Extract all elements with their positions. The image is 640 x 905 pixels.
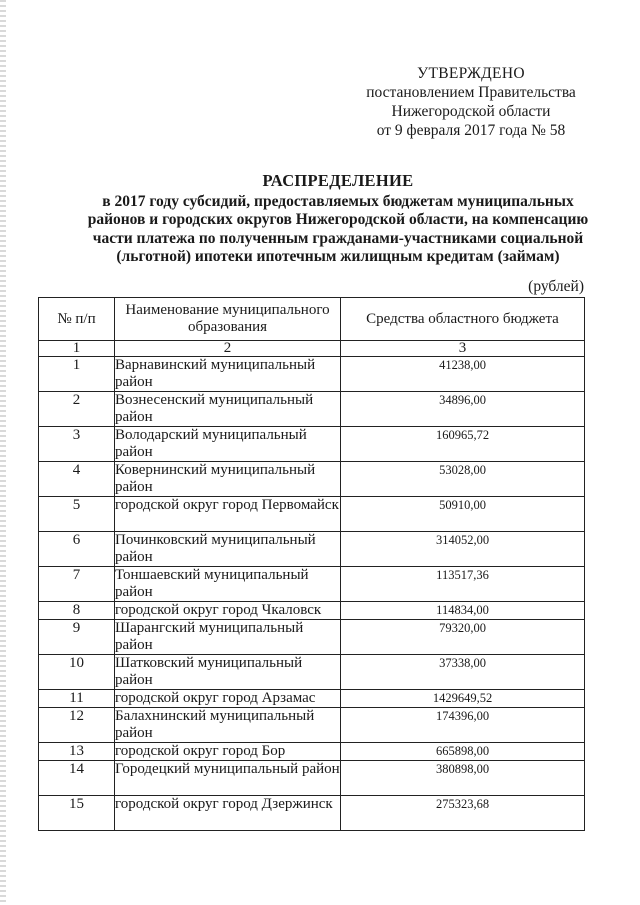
title-line-3: части платежа по полученным гражданами-участниками социальной: [92, 229, 584, 247]
approval-line-2: Нижегородской области: [391, 103, 551, 120]
table-row: [39, 602, 585, 620]
table-row: [39, 392, 585, 427]
table-row: [39, 761, 585, 796]
row-number: 2: [39, 392, 115, 427]
approval-heading: УТВЕРЖДЕНО: [417, 65, 525, 82]
title-line-1: в 2017 году субсидий, предоставляемых бюджетам муниципальных: [102, 192, 574, 210]
table-row: [39, 655, 585, 690]
table-row: [39, 462, 585, 497]
budget-amount: 1429649,52: [341, 690, 585, 708]
table-row: [39, 532, 585, 567]
budget-amount: 79320,00: [341, 620, 585, 655]
column-index-row: [39, 341, 585, 357]
municipality-name: Городецкий муниципальный район: [115, 761, 341, 796]
title-line-2: районов и городских округов Нижегородской области, на компенсацию: [87, 211, 589, 228]
row-number: 14: [39, 761, 115, 796]
header-number: № п/п: [39, 298, 115, 341]
budget-amount: 275323,68: [341, 796, 585, 831]
header-amount: Средства областного бюджета: [341, 298, 585, 341]
municipality-name: Тоншаевский муниципальный район: [115, 567, 341, 602]
row-number: 7: [39, 567, 115, 602]
row-number: 5: [39, 497, 115, 532]
budget-amount: 50910,00: [341, 497, 585, 532]
document-title: [58, 172, 618, 267]
row-number: 6: [39, 532, 115, 567]
municipality-name: Володарский муниципальный район: [115, 427, 341, 462]
row-number: 8: [39, 602, 115, 620]
column-index: 3: [341, 341, 585, 357]
municipality-name: Варнавинский муниципальный район: [115, 357, 341, 392]
municipality-name: Шатковский муниципальный район: [115, 655, 341, 690]
row-number: 15: [39, 796, 115, 831]
municipality-name: городской округ город Дзержинск: [115, 796, 341, 831]
units-label: (рублей): [528, 278, 584, 295]
column-index: 2: [115, 341, 341, 357]
budget-amount: 665898,00: [341, 743, 585, 761]
approval-stamp: [340, 64, 602, 140]
table-row: [39, 620, 585, 655]
scan-edge: [0, 0, 6, 905]
table-row: [39, 796, 585, 831]
municipality-name: Ковернинский муниципальный район: [115, 462, 341, 497]
table-row: [39, 743, 585, 761]
table-header-row: [39, 298, 585, 341]
municipality-name: городской округ город Чкаловск: [115, 602, 341, 620]
row-number: 11: [39, 690, 115, 708]
table-row: [39, 427, 585, 462]
budget-amount: 34896,00: [341, 392, 585, 427]
municipality-name: Вознесенский муниципальный район: [115, 392, 341, 427]
municipality-name: Балахнинский муниципальный район: [115, 708, 341, 743]
approval-line-3: от 9 февраля 2017 года № 58: [376, 122, 566, 139]
row-number: 3: [39, 427, 115, 462]
budget-amount: 114834,00: [341, 602, 585, 620]
table-row: [39, 497, 585, 532]
header-name: Наименование муниципального образования: [115, 298, 341, 341]
row-number: 10: [39, 655, 115, 690]
budget-amount: 41238,00: [341, 357, 585, 392]
municipality-name: городской округ город Бор: [115, 743, 341, 761]
table-row: [39, 357, 585, 392]
row-number: 12: [39, 708, 115, 743]
municipality-name: городской округ город Первомайск: [115, 497, 341, 532]
municipality-name: Шарангский муниципальный район: [115, 620, 341, 655]
table-row: [39, 567, 585, 602]
budget-amount: 380898,00: [341, 761, 585, 796]
budget-amount: 174396,00: [341, 708, 585, 743]
municipality-name: Починковский муниципальный район: [115, 532, 341, 567]
budget-amount: 314052,00: [341, 532, 585, 567]
table-row: [39, 690, 585, 708]
budget-amount: 53028,00: [341, 462, 585, 497]
budget-amount: 113517,36: [341, 567, 585, 602]
budget-amount: 37338,00: [341, 655, 585, 690]
municipality-name: городской округ город Арзамас: [115, 690, 341, 708]
approval-line-1: постановлением Правительства: [366, 84, 576, 101]
distribution-table: [38, 297, 585, 831]
row-number: 4: [39, 462, 115, 497]
title-line-4: (льготной) ипотеки ипотечным жилищным кредитам (займам): [116, 248, 560, 265]
row-number: 1: [39, 357, 115, 392]
table-row: [39, 708, 585, 743]
row-number: 13: [39, 743, 115, 761]
title-main: РАСПРЕДЕЛЕНИЕ: [262, 171, 414, 190]
budget-amount: 160965,72: [341, 427, 585, 462]
row-number: 9: [39, 620, 115, 655]
column-index: 1: [39, 341, 115, 357]
